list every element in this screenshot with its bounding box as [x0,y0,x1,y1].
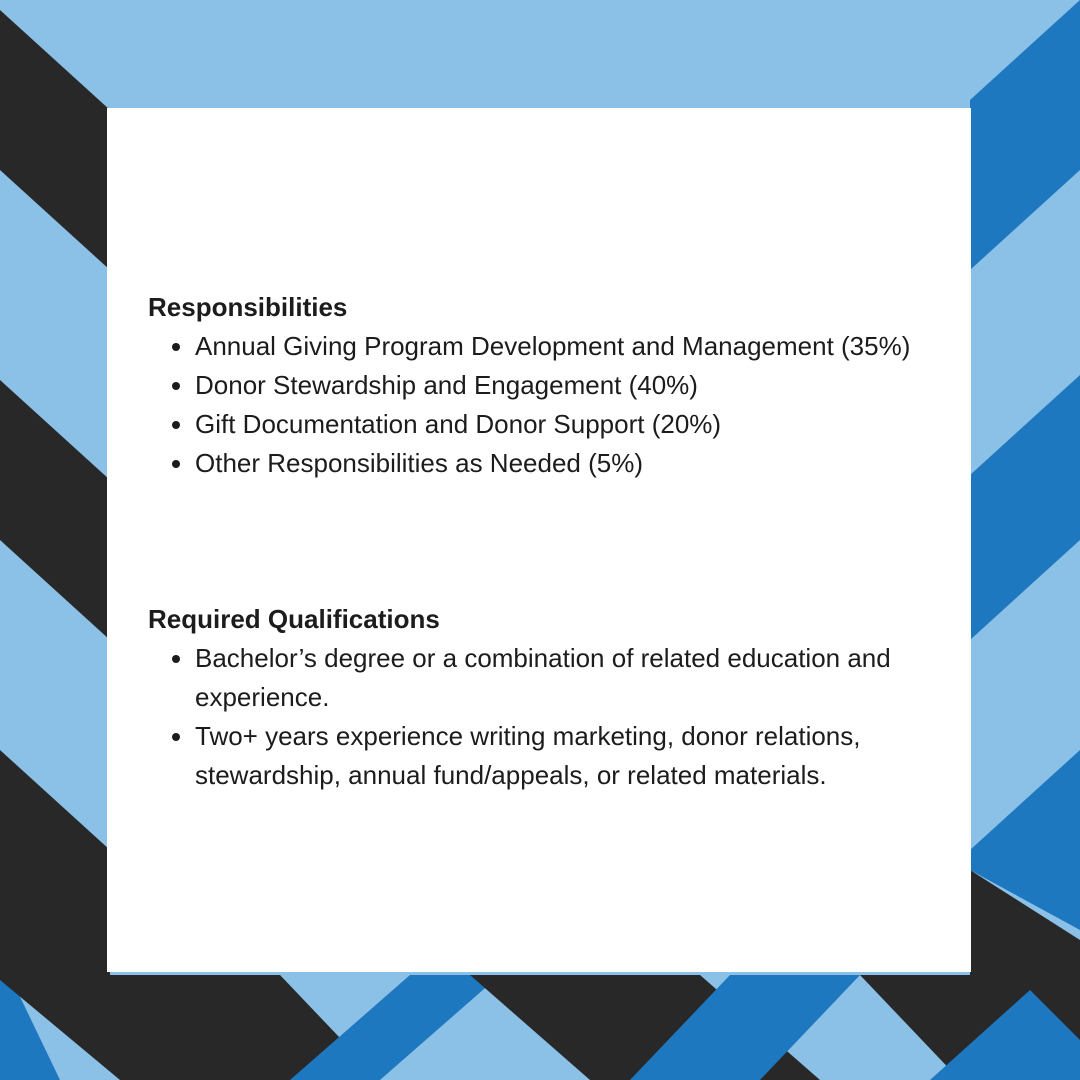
qualifications-heading: Required Qualifications [148,604,440,634]
qualifications-list [195,639,935,795]
qualification-item: Bachelor’s degree or a combination of related education and experience. [195,639,935,717]
responsibilities-heading: Responsibilities [148,292,348,322]
responsibility-item: Annual Giving Program Development and Management (35%) [195,327,935,366]
content-card [107,108,971,972]
responsibility-item: Other Responsibilities as Needed (5%) [195,444,935,483]
responsibilities-list [195,327,935,483]
qualification-item: Two+ years experience writing marketing, donor relations, stewardship, annual fund/appeals, or related materials. [195,717,935,795]
responsibility-item: Gift Documentation and Donor Support (20%) [195,405,935,444]
responsibility-item: Donor Stewardship and Engagement (40%) [195,366,935,405]
